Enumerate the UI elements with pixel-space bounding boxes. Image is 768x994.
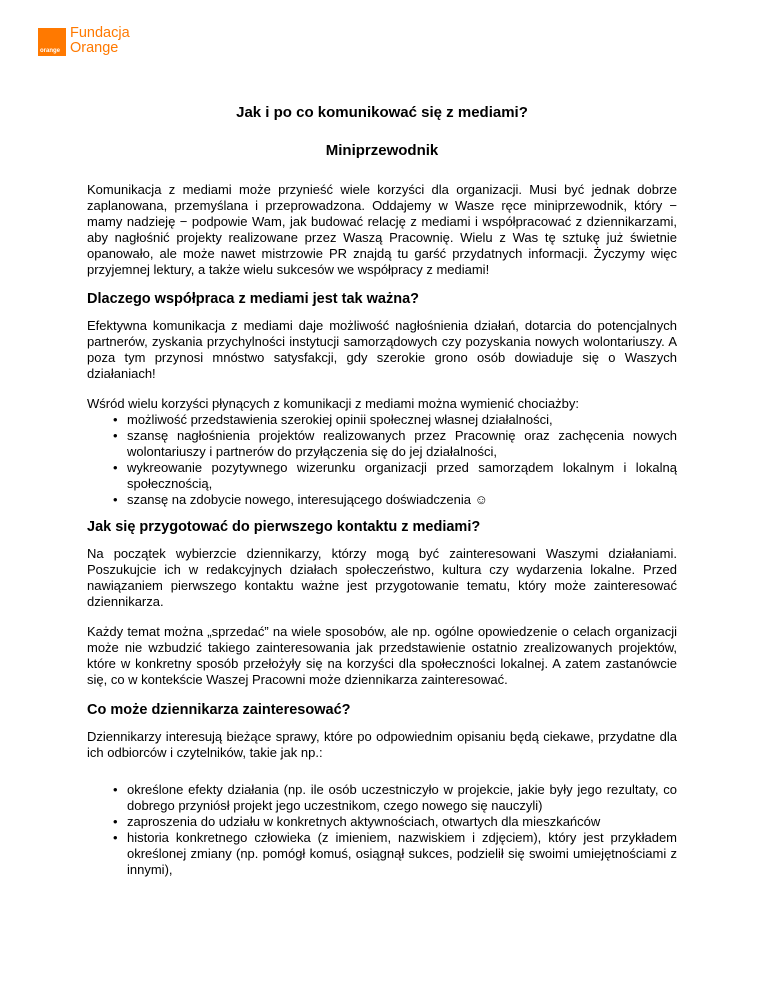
section-1-heading: Dlaczego współpraca z mediami jest tak ważna? [87,291,419,307]
section-2-paragraph-1: Na początek wybierzcie dziennikarzy, którzy mogą być zainteresowani Waszymi działaniami. Poszukujcie ich w redakcyjnych działach społeczeństwo, kultura czy wydarzenia lokalne. Przed nawiązaniem pierwszego kontaktu ważne jest przygotowanie tematu, który może zainteresować dziennikarza. [87,546,677,609]
list-item-text: możliwość przedstawienia szerokiej opinii społecznej własnej działalności, [127,412,553,427]
bullet-glyph: • [113,460,118,475]
orange-logo-mark [38,28,66,56]
list-item-text: szansę na zdobycie nowego, interesującego doświadczenia ☺ [127,492,488,507]
logo-line-2: Orange [70,40,119,56]
section-3-heading: Co może dziennikarza zainteresować? [87,702,351,718]
list-item [87,830,677,878]
list-item [87,412,677,428]
benefits-list [87,412,677,508]
list-item [87,492,677,508]
list-item [87,428,677,460]
logo-line-1: Fundacja [70,25,130,41]
bullet-glyph: • [113,782,118,797]
document-body [87,103,677,878]
section-2-paragraph-2: Każdy temat można „sprzedać” na wiele sposobów, ale np. ogólne opowiedzenie o celach organizacji może nie wzbudzić takiego zainteresowania jak przedstawienie ostatnio zrealizowanych projektów, które w konkretny sposób przełożyły się na korzyści dla społeczności lokalnej. A zatem zastanówcie się, co w kontekście Waszej Pracowni może dziennikarza zainteresować. [87,624,677,687]
logo-mark-text: orange [40,48,61,54]
bullet-glyph: • [113,814,118,829]
interests-list [87,782,677,878]
list-item-text: określone efekty działania (np. ile osób uczestniczyło w projekcie, jakie były jego rezultaty, co dobrego przyniósł projekt jego uczestnikom, czego nowego się nauczyli) [127,782,677,813]
document-title: Jak i po co komunikować się z mediami? [236,104,528,121]
document-subtitle: Miniprzewodnik [325,142,439,159]
list-item-text: szansę nagłośnienia projektów realizowanych przez Pracownię oraz zachęcenia nowych wolontariuszy i partnerów do przyłączenia się do jej działalności, [127,428,677,459]
intro-paragraph: Komunikacja z mediami może przynieść wiele korzyści dla organizacji. Musi być jednak dobrze zaplanowana, przemyślana i przeprowadzona. Oddajemy w Wasze ręce miniprzewodnik, który − mamy nadzieję − podpowie Wam, jak budować relację z mediami i współpracować z dziennikarzami, aby nagłośnić projekty realizowane przez Waszą Pracownię. Wielu z Was tę sztukę już świetnie opanowało, ale może nawet mistrzowie PR znajdą tu garść przydatnych informacji. Życzymy więc przyjemnej lektury, a także wielu sukcesów we współpracy z mediami! [87,182,677,277]
list-item [87,460,677,492]
bullet-glyph: • [113,412,118,427]
list-item-text: historia konkretnego człowieka (z imieniem, nazwiskiem i zdjęciem), który jest przykładem określonej zmiany (np. pomógł komuś, osiągnął sukces, podzielił się swoimi umiejętnościami z innymi), [127,830,677,877]
list-item-text: wykreowanie pozytywnego wizerunku organizacji przed samorządem lokalnym i lokalną społecznością, [127,460,677,491]
section-1-paragraph-2: Wśród wielu korzyści płynących z komunikacji z mediami można wymienić chociażby: [87,396,579,411]
list-item [87,814,677,830]
section-3-paragraph-1: Dziennikarzy interesują bieżące sprawy, które po odpowiednim opisaniu będą ciekawe, przydatne dla ich odbiorców i czytelników, takie jak np.: [87,729,677,760]
bullet-glyph: • [113,492,118,507]
list-item-text: zaproszenia do udziału w konkretnych aktywnościach, otwartych dla mieszkańców [127,814,601,829]
list-item [87,782,677,814]
section-1-paragraph-1: Efektywna komunikacja z mediami daje możliwość nagłośnienia działań, dotarcia do potencjalnych partnerów, zyskania przychylności instytucji samorządowych czy pozyskania nowych wolontariuszy. A poza tym przynosi mnóstwo satysfakcji, gdy szerokie grono osób dowiaduje się o Waszych działaniach! [87,318,677,381]
section-2-heading: Jak się przygotować do pierwszego kontaktu z mediami? [87,519,481,535]
bullet-glyph: • [113,830,118,845]
logo-wordmark [70,26,130,56]
bullet-glyph: • [113,428,118,443]
